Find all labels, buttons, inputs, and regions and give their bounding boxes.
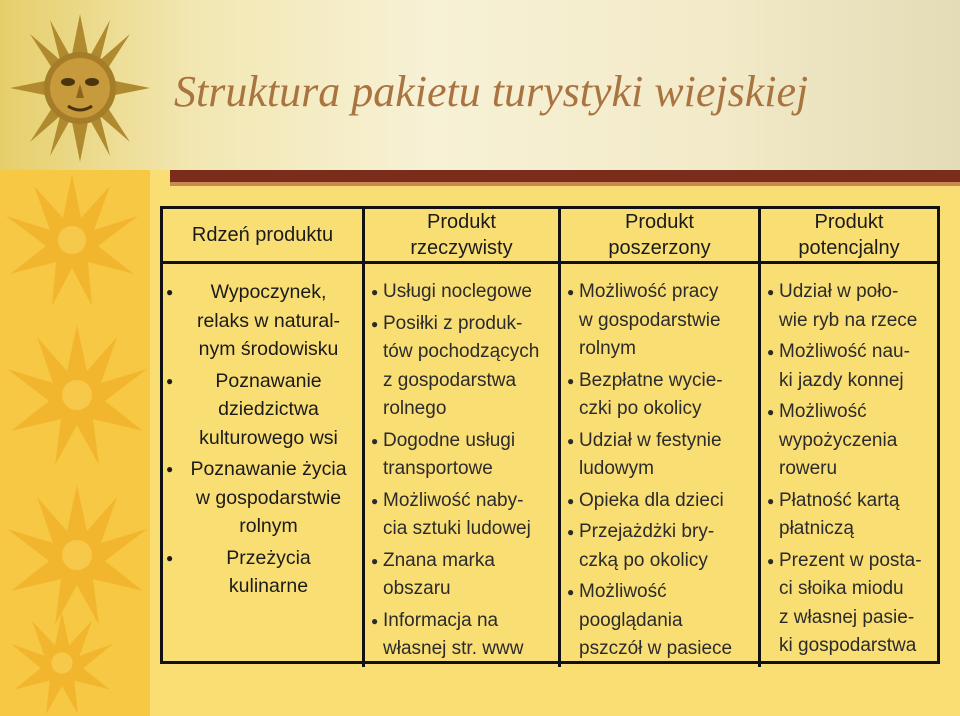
list-item: ● Udział w poło- wie ryb na rzece bbox=[767, 281, 918, 331]
title-underline-accent bbox=[170, 182, 960, 186]
product-structure-table bbox=[160, 206, 940, 664]
list-item: ● Prezent w posta- ci słoika miodu z własnej pasie- ki gospodarstwa bbox=[767, 549, 922, 656]
list-item: ● Możliwość wypożyczenia roweru bbox=[767, 401, 898, 479]
sun-face-icon bbox=[10, 14, 150, 162]
column-header-label: Produkt poszerzony bbox=[608, 211, 711, 259]
list-item: ● Wypoczynek, relaks w natural- nym środowisku bbox=[166, 281, 341, 360]
list-item: ● Płatność kartą płatniczą bbox=[767, 489, 900, 539]
potential-product-cell bbox=[761, 264, 937, 667]
list-item: ● Znana marka obszaru bbox=[371, 549, 495, 599]
list-item: ● Posiłki z produk- tów pochodzących z gospodarstwa rolnego bbox=[371, 312, 540, 419]
list-item: ● Możliwość pracy w gospodarstwie rolnym bbox=[567, 281, 721, 359]
list-item: ● Udział w festynie ludowym bbox=[567, 429, 722, 479]
table-body-row bbox=[163, 264, 937, 667]
list-item: ● Dogodne usługi transportowe bbox=[371, 429, 516, 479]
column-header-label: Rdzeń produktu bbox=[191, 224, 334, 246]
sunburst-star-icon bbox=[2, 170, 142, 310]
column-header bbox=[561, 209, 761, 261]
list-item: ● Poznawanie dziedzictwa kulturowego wsi bbox=[166, 369, 338, 449]
list-item: ● Bezpłatne wycie- czki po okolicy bbox=[567, 369, 723, 419]
actual-product-cell bbox=[365, 264, 561, 667]
sunburst-star-icon bbox=[2, 480, 152, 630]
column-header-label: Produkt potencjalny bbox=[798, 211, 900, 259]
list-item: ● Usługi noclegowe bbox=[371, 281, 532, 302]
list-item: ● Opieka dla dzieci bbox=[567, 489, 724, 511]
list-item: ● Możliwość naby- cia sztuki ludowej bbox=[371, 489, 531, 539]
list-item: ● Poznawanie życia w gospodarstwie rolnym bbox=[166, 458, 347, 537]
column-header bbox=[365, 209, 561, 261]
column-header bbox=[761, 209, 937, 261]
column-header-label: Produkt rzeczywisty bbox=[410, 211, 513, 259]
core-product-cell bbox=[163, 264, 365, 667]
list-item: ● Przeżycia kulinarne bbox=[166, 546, 311, 597]
column-header bbox=[163, 209, 365, 261]
sunburst-star-icon bbox=[2, 320, 152, 470]
list-item: ● Przejażdżki bry- czką po okolicy bbox=[567, 521, 715, 571]
title-underline-bar bbox=[170, 170, 960, 182]
bullet-list bbox=[761, 264, 937, 661]
bullet-list bbox=[365, 264, 558, 664]
bullet-list bbox=[163, 264, 362, 601]
augmented-product-cell bbox=[561, 264, 761, 667]
sunburst-star-icon bbox=[2, 610, 122, 716]
bullet-list bbox=[561, 264, 758, 664]
list-item: ● Informacja na własnej str. www bbox=[371, 609, 524, 659]
list-item: ● Możliwość nau- ki jazdy konnej bbox=[767, 341, 910, 391]
slide-title: Struktura pakietu turystyki wiejskiej bbox=[174, 67, 809, 116]
table-header-row bbox=[163, 209, 937, 264]
list-item: ● Możliwość pooglądania pszczół w pasiece bbox=[567, 581, 733, 659]
